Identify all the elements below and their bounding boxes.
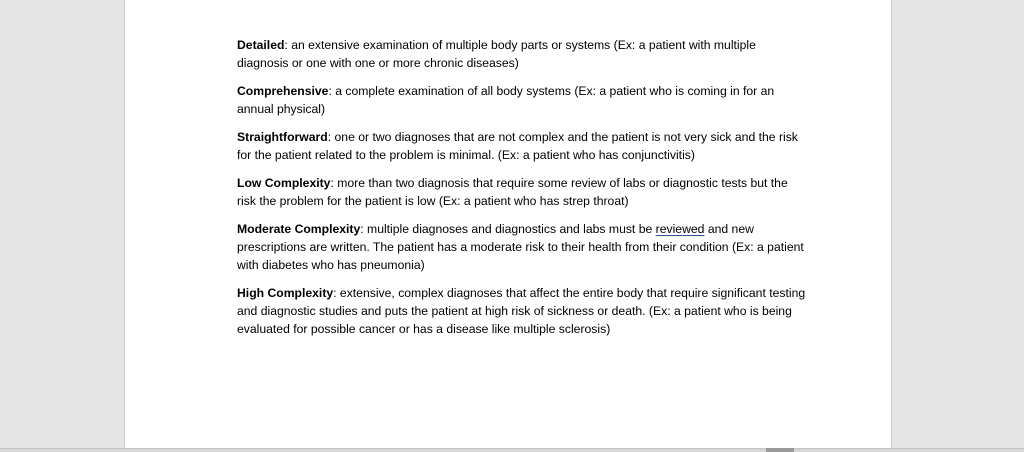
definition-straightforward: : one or two diagnoses that are not complex and the patient is not very sick and the risk for the patient related to the problem is minimal. (Ex: a patient who has conjunctivitis) xyxy=(237,130,798,162)
paragraph-low-complexity xyxy=(237,174,807,210)
proofing-underline-word[interactable]: reviewed xyxy=(655,222,705,236)
term-comprehensive: Comprehensive xyxy=(237,84,329,98)
definition-comprehensive: : a complete examination of all body systems (Ex: a patient who is coming in for an annual physical) xyxy=(237,84,775,116)
term-low-complexity: Low Complexity xyxy=(237,176,331,190)
term-moderate-complexity: Moderate Complexity xyxy=(237,222,361,236)
paragraph-detailed xyxy=(237,36,807,72)
definition-detailed: : an extensive examination of multiple body parts or systems (Ex: a patient with multiple diagnosis or one with one or more chronic diseases) xyxy=(237,38,756,70)
document-body[interactable] xyxy=(237,36,807,348)
paragraph-high-complexity xyxy=(237,284,807,338)
scrollbar-thumb[interactable] xyxy=(766,448,794,452)
definition-low-complexity: : more than two diagnosis that require some review of labs or diagnostic tests but the risk the problem for the patient is low (Ex: a patient who has strep throat) xyxy=(237,176,788,208)
definition-moderate-complexity-start: : multiple diagnoses and diagnostics and labs must be xyxy=(360,222,656,236)
term-high-complexity: High Complexity xyxy=(237,286,334,300)
definition-high-complexity: : extensive, complex diagnoses that affect the entire body that require significant testing and diagnostic studies and puts the patient at high risk of sickness or death. (Ex: a patient who is being evaluated for possible cancer or has a disease like multiple sclerosis) xyxy=(237,286,806,336)
term-detailed: Detailed xyxy=(237,38,285,52)
term-straightforward: Straightforward xyxy=(237,130,328,144)
paragraph-straightforward xyxy=(237,128,807,164)
horizontal-scrollbar[interactable] xyxy=(0,448,1024,452)
document-page[interactable] xyxy=(124,0,892,448)
paragraph-moderate-complexity xyxy=(237,220,807,274)
paragraph-comprehensive xyxy=(237,82,807,118)
definition-moderate-complexity-end: and new prescriptions are written. The patient has a moderate risk to their health from their condition (Ex: a patient with diabetes who has pneumonia) xyxy=(237,222,804,272)
